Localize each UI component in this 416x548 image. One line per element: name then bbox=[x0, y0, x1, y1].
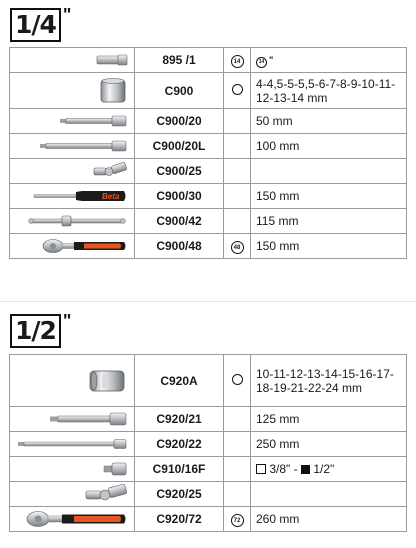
ratchet-icon bbox=[24, 510, 128, 528]
tool-image-cell bbox=[10, 407, 135, 432]
tool-image-cell bbox=[10, 355, 135, 407]
description-cell: 115 mm bbox=[251, 209, 407, 234]
ratchet-icon bbox=[40, 238, 128, 254]
article-code: C900/25 bbox=[135, 159, 224, 184]
male-drive-size: 1/2" bbox=[313, 462, 335, 476]
universal-joint-icon bbox=[84, 484, 128, 504]
male-square-icon bbox=[301, 465, 310, 474]
badge-icon: 72 bbox=[231, 514, 244, 527]
tool-image-cell bbox=[10, 234, 135, 259]
bit-holder-icon bbox=[96, 53, 128, 67]
tool-image-cell bbox=[10, 159, 135, 184]
badge-icon: 14 bbox=[231, 55, 244, 68]
extension-bar-icon bbox=[48, 411, 128, 427]
symbol-cell bbox=[224, 109, 251, 134]
female-drive-size: 3/8" bbox=[269, 462, 291, 476]
table-row bbox=[10, 159, 407, 184]
article-code: C920/22 bbox=[135, 432, 224, 457]
description-cell: 100 mm bbox=[251, 134, 407, 159]
description-cell: 260 mm bbox=[251, 507, 407, 532]
article-code: C910/16F bbox=[135, 457, 224, 482]
inch-mark: " bbox=[269, 55, 274, 65]
tool-image-cell bbox=[10, 507, 135, 532]
article-code: C900/20L bbox=[135, 134, 224, 159]
table-row bbox=[10, 457, 407, 482]
tool-image-cell bbox=[10, 184, 135, 209]
description-cell bbox=[251, 48, 407, 73]
symbol-cell bbox=[224, 234, 251, 259]
universal-joint-icon bbox=[92, 162, 128, 180]
symbol-cell bbox=[224, 355, 251, 407]
table-row bbox=[10, 234, 407, 259]
description-cell: 10-11-12-13-14-15-16-17-18-19-21-22-24 mm bbox=[251, 355, 407, 407]
symbol-cell bbox=[224, 407, 251, 432]
table-row bbox=[10, 134, 407, 159]
symbol-cell bbox=[224, 482, 251, 507]
tool-image-cell bbox=[10, 432, 135, 457]
symbol-cell bbox=[224, 507, 251, 532]
socket-icon bbox=[88, 366, 128, 396]
article-code: C900/42 bbox=[135, 209, 224, 234]
description-cell: 50 mm bbox=[251, 109, 407, 134]
symbol-cell bbox=[224, 48, 251, 73]
article-code: 895 /1 bbox=[135, 48, 224, 73]
size-badge: 14 bbox=[256, 57, 267, 68]
tool-image-cell bbox=[10, 73, 135, 109]
long-extension-bar-icon bbox=[16, 437, 128, 451]
description-cell: 150 mm bbox=[251, 234, 407, 259]
table-row bbox=[10, 209, 407, 234]
table-row bbox=[10, 432, 407, 457]
description-cell: 250 mm bbox=[251, 432, 407, 457]
tool-image-cell bbox=[10, 457, 135, 482]
description-cell bbox=[251, 457, 407, 482]
article-code: C900/30 bbox=[135, 184, 224, 209]
tool-table-half bbox=[9, 354, 407, 532]
extension-bar-icon bbox=[58, 114, 128, 128]
drive-inch-mark: " bbox=[62, 311, 72, 331]
article-code: C900/20 bbox=[135, 109, 224, 134]
female-square-icon bbox=[256, 464, 266, 474]
tool-image-cell bbox=[10, 109, 135, 134]
long-extension-bar-icon bbox=[38, 139, 128, 153]
article-code: C920/25 bbox=[135, 482, 224, 507]
drive-size-label: 1/4 bbox=[10, 8, 61, 42]
beta-brand-text: Beta bbox=[102, 192, 120, 202]
tool-image-cell bbox=[10, 209, 135, 234]
circle-icon bbox=[232, 84, 243, 95]
symbol-cell bbox=[224, 134, 251, 159]
table-row bbox=[10, 184, 407, 209]
description-cell: 125 mm bbox=[251, 407, 407, 432]
symbol-cell bbox=[224, 184, 251, 209]
table-row bbox=[10, 482, 407, 507]
section-header-quarter bbox=[10, 5, 72, 44]
badge-icon: 48 bbox=[231, 241, 244, 254]
adaptor-icon bbox=[102, 461, 128, 477]
symbol-cell bbox=[224, 159, 251, 184]
drive-inch-mark: " bbox=[62, 5, 72, 25]
article-code: C900/48 bbox=[135, 234, 224, 259]
description-cell bbox=[251, 482, 407, 507]
table-row bbox=[10, 507, 407, 532]
description-cell: 150 mm bbox=[251, 184, 407, 209]
table-row bbox=[10, 407, 407, 432]
symbol-cell bbox=[224, 209, 251, 234]
drive-size-label: 1/2 bbox=[10, 314, 61, 348]
table-row bbox=[10, 355, 407, 407]
article-code: C920A bbox=[135, 355, 224, 407]
screwdriver-handle-icon bbox=[32, 188, 128, 204]
sliding-t-handle-icon bbox=[28, 214, 128, 228]
symbol-cell bbox=[224, 432, 251, 457]
tool-image-cell bbox=[10, 134, 135, 159]
table-row bbox=[10, 109, 407, 134]
description-cell bbox=[251, 159, 407, 184]
tool-table-quarter bbox=[9, 47, 407, 259]
article-code: C920/72 bbox=[135, 507, 224, 532]
article-code: C900 bbox=[135, 73, 224, 109]
table-row bbox=[10, 73, 407, 109]
circle-icon bbox=[232, 374, 243, 385]
section-divider bbox=[0, 301, 416, 302]
section-header-half bbox=[10, 311, 72, 350]
drive-separator: - bbox=[290, 462, 301, 476]
tool-image-cell bbox=[10, 48, 135, 73]
table-row bbox=[10, 48, 407, 73]
tool-image-cell bbox=[10, 482, 135, 507]
socket-icon bbox=[98, 77, 128, 105]
symbol-cell bbox=[224, 457, 251, 482]
symbol-cell bbox=[224, 73, 251, 109]
description-cell: 4-4,5-5-5,5-6-7-8-9-10-11-12-13-14 mm bbox=[251, 73, 407, 109]
article-code: C920/21 bbox=[135, 407, 224, 432]
